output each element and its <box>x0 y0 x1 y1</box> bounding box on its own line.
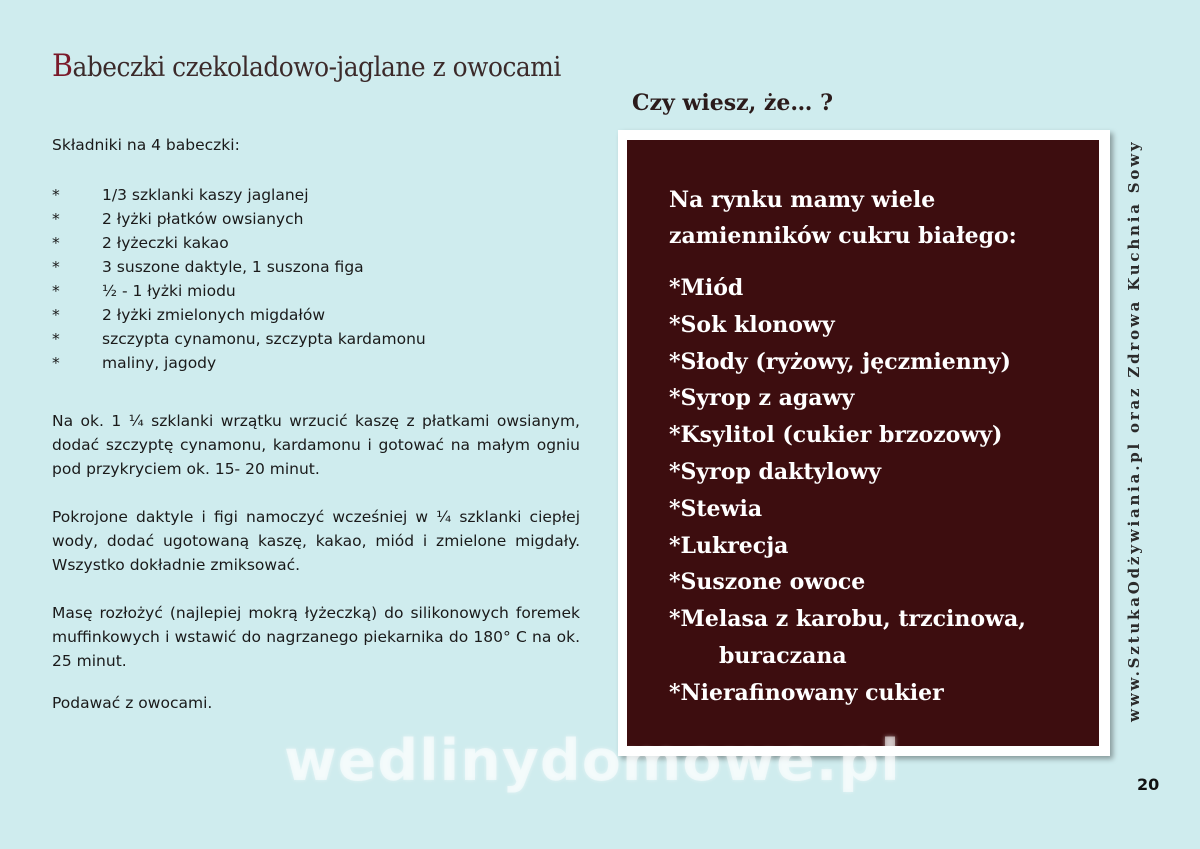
box-intro-line: zamienników cukru białego: <box>669 223 1017 249</box>
bullet-star: * <box>52 186 60 204</box>
ingredient-text: szczypta cynamonu, szczypta kardamonu <box>102 330 426 348</box>
step-paragraph: Pokrojone daktyle i figi namoczyć wcześniej w ¼ szklanki ciepłej wody, dodać ugotowaną kaszę, kakao, miód i zmielone migdały. Wszystko dokładnie zmiksować. <box>52 508 580 574</box>
substitute-item: *Sok klonowy <box>669 311 835 338</box>
ingredients-list <box>52 183 580 375</box>
box-intro-line: Na rynku mamy wiele <box>669 187 936 213</box>
ingredient-text: 1/3 szklanki kaszy jaglanej <box>102 186 309 204</box>
bullet-star: * <box>52 354 60 372</box>
ingredient-item <box>52 183 580 207</box>
box-intro <box>669 182 1099 254</box>
substitute-item: *Melasa z karobu, trzcinowa, <box>669 606 1026 633</box>
recipe-title <box>52 48 561 84</box>
substitute-item-continuation: buraczana <box>719 642 847 669</box>
bullet-star: * <box>52 258 60 276</box>
ingredient-text: 2 łyżki zmielonych migdałów <box>102 306 325 324</box>
substitute-item: *Syrop daktylowy <box>669 458 882 485</box>
ingredient-item <box>52 327 580 351</box>
sidebar-website-text: www.SztukaOdżywiania.pl oraz Zdrowa Kuchnia Sowy <box>1125 139 1143 722</box>
substitute-item: *Stewia <box>669 495 763 522</box>
sugar-substitutes-frame <box>618 130 1110 756</box>
recipe-title-rest: abeczki czekoladowo-jaglane z owocami <box>72 52 561 83</box>
ingredient-item <box>52 255 580 279</box>
recipe-title-initial: B <box>52 48 73 84</box>
bullet-star: * <box>52 330 60 348</box>
sugar-substitutes-list <box>669 270 1099 712</box>
page-number: 20 <box>1137 775 1160 794</box>
ingredient-item <box>52 231 580 255</box>
substitute-item: *Nierafinowany cukier <box>669 679 944 706</box>
substitute-item: *Ksylitol (cukier brzozowy) <box>669 422 1003 449</box>
recipe-body <box>52 133 580 739</box>
ingredient-text: 2 łyżeczki kakao <box>102 234 229 252</box>
substitute-item: *Słody (ryżowy, jęczmienny) <box>669 348 1011 375</box>
watermark-text: wedlinydomowe.pl <box>284 728 901 794</box>
step-paragraph: Masę rozłożyć (najlepiej mokrą łyżeczką) do silikonowych foremek muffinkowych i wstawić do nagrzanego piekarnika do 180° C na ok. 25 minut. <box>52 604 580 670</box>
step-paragraph: Na ok. 1 ¼ szklanki wrzątku wrzucić kaszę z płatkami owsianym, dodać szczyptę cynamonu, kardamonu i gotować na małym ogniu pod przykryciem ok. 15- 20 minut. <box>52 412 580 478</box>
did-you-know-heading: Czy wiesz, że… ? <box>632 90 833 116</box>
ingredients-heading: Składniki na 4 babeczki: <box>52 136 240 154</box>
sugar-substitutes-box <box>627 140 1099 746</box>
ingredient-item <box>52 303 580 327</box>
substitute-item: *Miód <box>669 275 744 301</box>
ingredient-text: 3 suszone daktyle, 1 suszona figa <box>102 258 364 276</box>
serving-note: Podawać z owocami. <box>52 694 213 712</box>
bullet-star: * <box>52 282 60 300</box>
ingredient-item <box>52 279 580 303</box>
substitute-item: *Syrop z agawy <box>669 385 855 412</box>
substitute-item: *Suszone owoce <box>669 569 866 596</box>
ingredient-text: ½ - 1 łyżki miodu <box>102 282 236 300</box>
bullet-star: * <box>52 306 60 324</box>
ingredient-text: maliny, jagody <box>102 354 217 372</box>
bullet-star: * <box>52 234 60 252</box>
ingredient-item <box>52 207 580 231</box>
substitute-item: *Lukrecja <box>669 532 789 559</box>
ingredient-item <box>52 351 580 375</box>
ingredient-text: 2 łyżki płatków owsianych <box>102 210 304 228</box>
bullet-star: * <box>52 210 60 228</box>
